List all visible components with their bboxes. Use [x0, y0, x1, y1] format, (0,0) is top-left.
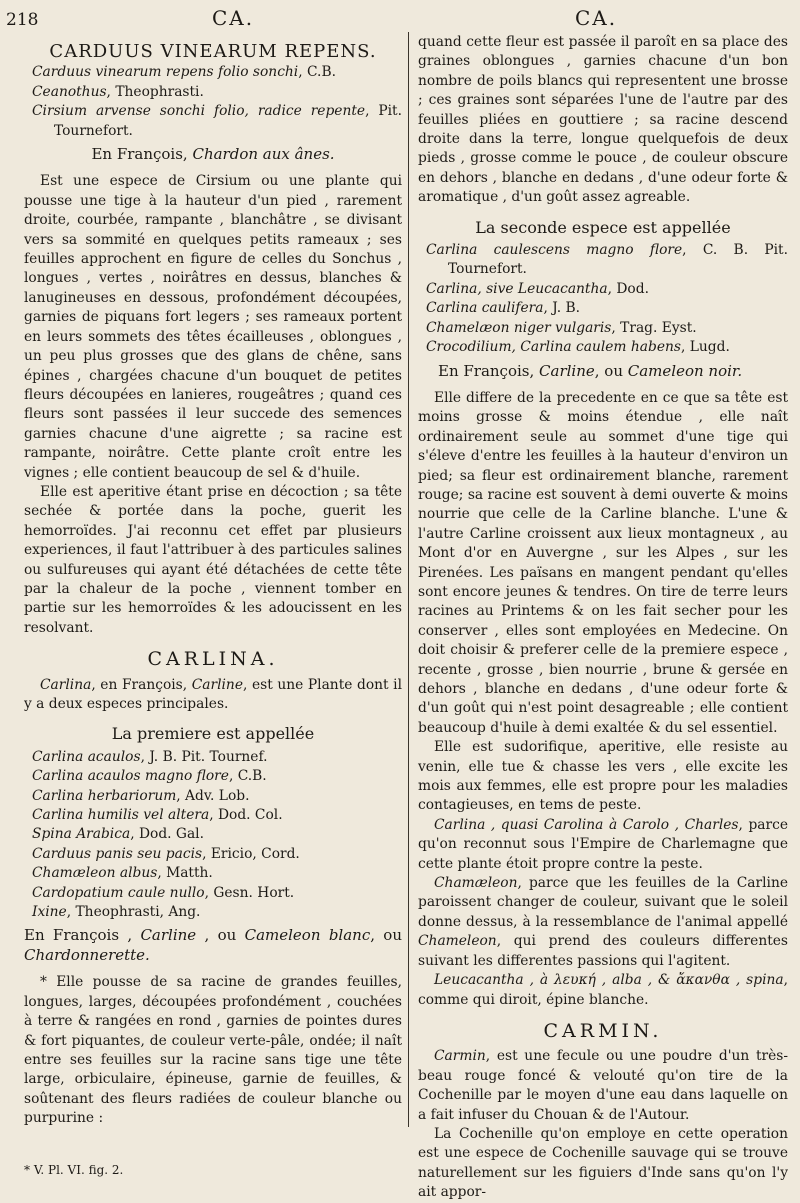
- second-species-heading: La seconde espece est appellée: [475, 217, 731, 237]
- description-paragraph: Est une espece de Cirsium ou une plante qui pousse une tige à la hauteur d'un pied , rarement droite, courbée, rampante , blanchâtre , se divisant vers sa sommité en quelques petits rameaux ; ses feuilles approchent en figure de celles du Sonchus , longues , vertes , noirâtres en dessus, blanches & lanugineuses en dessous, profondément découpées, garnies de piquans fort legers ; ses rameaux portent en leurs sommets des têtes écailleuses , oblongues , un peu plus grosses que des glans de chêne, sans épines , chargées chacune d'un bouquet de petites fleurs découpées en lanieres, rougeâtres ; quand ces fleurs sont passées il leur succede des semences garnies chacune d'une aigrette ; sa racine est rampante, noirâtre. Cette plante croît entre les vignes ; elle contient beaucoup de sel & d'huile.: [24, 173, 402, 481]
- entry-title-carduus: CARDUUS VINEARUM REPENS.: [49, 41, 377, 62]
- carmin-definition: Carmin, est une fecule ou une poudre d'un très-beau rouge foncé & velouté qu'on tire de la Cochenille par le moyen d'une eau dans laquelle on a fait infuser du Chouan & de l'Autour.: [418, 1048, 788, 1123]
- continued-paragraph: quand cette fleur est passée il paroît en sa place des graines oblongues , garnies chacune d'un bon nombre de poils blancs qui representent une brosse ; ces graines sont séparées l'une de l'autre par des feuilles pliées en gouttiere ; sa racine descend droite dans la terre, longue quelquefois de deux pieds , grosse comme le pouce , de couleur obscure en dehors , blanche en dedans , d'une odeur forte & aromatique , d'un goût assez agreable.: [418, 34, 788, 206]
- etymology-paragraph: Leucacantha , à λευκή , alba , & ἄκανθα , spina, comme qui diroit, épine blanche.: [418, 972, 788, 1008]
- synonym-line: Carduus panis seu pacis, Ericio, Cord.: [32, 845, 300, 862]
- french-name-line: En François , Carline , ou Cameleon blanc, ou Chardonnerette.: [24, 926, 402, 964]
- usage-paragraph: Elle est aperitive étant prise en décoction ; sa tête sechée & portée dans la poche, guerit les hemorroïdes. J'ai reconnu cet effet par plusieurs experiences, il faut l'attribuer à des particules salines ou sulfureuses qui ayant été détachées de cette tête par la chaleur de la poche , viennent tomber en partie sur les hemorroïdes & les adoucissent en les resolvant.: [24, 483, 402, 636]
- synonym-line: Carlina acaulos magno flore, C.B.: [32, 768, 267, 785]
- description-paragraph: Elle differe de la precedente en ce que sa tête est moins grosse & moins étendue , elle naît ordinairement seule au sommet d'une tige qui s'éleve d'entre les feuilles à la hauteur d'environ un pied; sa fleur est ordinairement blanche, rarement rouge; sa racine est souvent à demi ouverte & moins nourrie que celle de la Carline blanche. L'une & l'autre Carline croissent aux lieux montagneux , au Mont d'or en Auvergne , sur les Alpes , sur les Pirenées. Les païsans en mangent pendant qu'elles sont encore jeunes & tendres. On tire de terre leurs racines au Printems & on les fait secher pour les conserver , elles sont employées en Medecine. On doit choisir & preferer celle de la premiere espece , recente , grosse , bien nourrie , brune & gersée en dehors , blanche en dedans , d'une odeur forte & d'un goût qui n'est point desagreable ; elle contient beaucoup d'huile à demi exaltée & du sel essentiel.: [418, 389, 788, 736]
- left-column: [24, 40, 402, 1180]
- synonym-line: Carlina acaulos, J. B. Pit. Tournef.: [32, 748, 268, 765]
- synonym-line: Carduus vinearum repens folio sonchi, C.B.: [32, 64, 336, 81]
- running-head-left: CA.: [212, 6, 255, 30]
- first-species-heading: La premiere est appellée: [111, 724, 315, 744]
- synonym-line: Carlina, sive Leucacantha, Dod.: [426, 280, 649, 297]
- synonym-line: Carlina herbariorum, Adv. Lob.: [32, 787, 250, 804]
- synonym-line: Ceanothus, Theophrasti.: [32, 83, 204, 100]
- right-column: [418, 33, 788, 1203]
- properties-paragraph: Elle est sudorifique, aperitive, elle resiste au venin, elle tue & chasse les vers , elle excite les mois aux femmes, elle est propre pour les maladies contagieuses, en tems de peste.: [418, 739, 788, 814]
- etymology-paragraph: Carlina , quasi Carolina à Carolo , Charles, parce qu'on reconnut sous l'Empire de Charlemagne que cette plante étoit propre contre la peste.: [418, 816, 788, 872]
- french-name-line: En François, Chardon aux ânes.: [91, 145, 335, 164]
- etymology-paragraph: Chamæleon, parce que les feuilles de la Carline paroissent changer de couleur, suivant que le soleil donne dessus, à la ressemblance de l'animal appellé Chameleon, qui prend des couleurs differentes suivant les differentes passions qui l'agitent.: [418, 875, 788, 969]
- synonym-line: Cardopatium caule nullo, Gesn. Hort.: [32, 884, 295, 901]
- column-divider: [408, 32, 409, 1127]
- running-head-right: CA.: [575, 6, 618, 30]
- synonym-line: Chamelæon niger vulgaris, Trag. Eyst.: [426, 319, 697, 336]
- synonym-line: Carlina humilis vel altera, Dod. Col.: [32, 807, 283, 824]
- entry-title-carlina: CARLINA.: [147, 648, 279, 671]
- synonym-line: Crocodilium, Carlina caulem habens, Lugd.: [426, 339, 730, 356]
- carlina-intro: Carlina, en François, Carline, est une Plante dont il y a deux especes principales.: [24, 676, 402, 712]
- carmin-paragraph: La Cochenille qu'on employe en cette operation est une espece de Cochenille sauvage qui se trouve naturellement sur les figuiers d'Inde sans qu'on l'y ait appor-: [418, 1125, 788, 1201]
- synonym-line: Carlina caulifera, J. B.: [426, 300, 580, 317]
- description-paragraph: * Elle pousse de sa racine de grandes feuilles, longues, larges, découpées profondément , couchées à terre & rangées en rond , garnies de pointes dures & fort piquantes, de couleur verte-pâle, ondée; il naît entre ses feuilles sur la racine sans tige une tête large, orbiculaire, épineuse, garnie de feuilles, & soûtenant des fleurs radiées de couleur blanche ou purpurine :: [24, 974, 402, 1127]
- french-name-line: En François, Carline, ou Cameleon noir.: [438, 361, 743, 380]
- entry-title-carmin: CARMIN.: [543, 1019, 663, 1042]
- synonym-line: Carlina caulescens magno flore, C. B. Pit. Tournefort.: [426, 242, 788, 278]
- synonym-line: Cirsium arvense sonchi folio, radice repente, Pit. Tournefort.: [32, 103, 402, 139]
- page-number: 218: [6, 10, 39, 30]
- synonym-line: Chamæleon albus, Matth.: [32, 865, 213, 882]
- synonym-line: Ixine, Theophrasti, Ang.: [32, 904, 201, 921]
- footnote: * V. Pl. VI. fig. 2.: [24, 1162, 124, 1177]
- synonym-line: Spina Arabica, Dod. Gal.: [32, 826, 204, 843]
